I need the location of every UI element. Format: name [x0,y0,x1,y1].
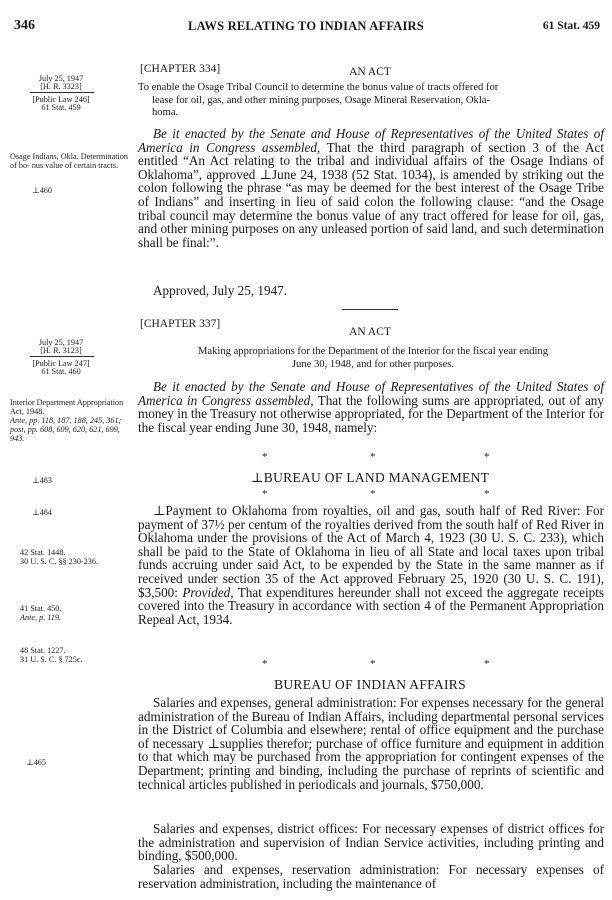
margin-citation: 48 Stat. 1227. [20,646,66,655]
volume-citation: 61 Stat. 459 [542,20,600,32]
margin-date: July 25, 1947 [38,338,84,347]
ellipsis-star: * [484,451,490,463]
margin-ante-post: Ante, pp. 118, 187, 188, 245, 361; post, pp. 608, 609, 620, 621, 699, 943. [10,416,122,443]
margin-rule [30,92,94,93]
margin-page-ref: ⊥460 [32,186,52,195]
ellipsis-star: * [370,451,376,463]
chapter-337-purpose [138,346,608,371]
margin-topic: Osage Indians, Okla. Determination of bo- nus value of certain tracts. [10,152,129,170]
body-text: That the third paragraph of section 3 of the Act entitled “An Act relating to the tribal and individual affairs of the Osage Indians of Oklahoma”, approved ⊥June 24, 1938 (52 Stat. 1034), is amended by striking out the colon following the phrase “as may be deemed for the best interest of the Osage Tribe of Indians” and inserting in lieu of said colon the following clause: “and the Osage tribal council may determine the bonus value of any tract offered for lease for oil, gas, and other mining purposes on any unleased portion of said land, and such determination shall be final:”. [138,139,604,250]
bia-paragraph: Salaries and expenses, reservation administration: For necessary expenses of reservation administration, including the maintenance of [138,862,604,891]
margin-citation: 41 Stat. 450. [20,604,62,613]
chapter-334-an-act: AN ACT [349,66,391,78]
margin-bill: [H. R. 3323] [40,82,82,91]
chapter-337-body [138,380,604,434]
margin-page-ref: ⊥463 [32,476,52,485]
body-text: That expenditures hereunder shall not exceed the aggregate receipts covered into the Treasury in accordance with section 4 of the Permanent Appropriation Repeal Act, 1934. [138,584,605,627]
margin-bill: [H. R. 3123] [40,346,82,355]
chapter-separator [342,309,398,310]
margin-public-law: [Public Law 246] [32,95,90,104]
blm-paragraph [138,504,604,626]
margin-topic: Interior Department Appropriation Act, 1948. [10,398,124,416]
margin-citation: Ante, p. 119. [20,613,62,622]
ellipsis-star: * [370,488,376,500]
chapter-337-label: [CHAPTER 337] [140,318,221,330]
margin-stat: 61 Stat. 460 [41,367,81,376]
margin-citation: 30 U. S. C. §§ 230-236. [20,557,99,566]
running-title: LAWS RELATING TO INDIAN AFFAIRS [188,19,424,33]
purpose-line: Making appropriations for the Department of the Interior for the fiscal year ending [197,346,549,357]
margin-citation: 31 U. S. C. § 725c. [20,655,83,664]
margin-page-ref: ⊥464 [32,508,52,517]
body-text: ⊥Payment to Oklahoma from royalties, oil and gas, south half of Red River: For payment of 37½ per centum of the royalties derived from the south half of Red River in Oklahoma under the provisions of the Act of March 4, 1923 (30 U. S. C. 233), which shall be paid to the State of Oklahoma in lieu of all State and local taxes upon tribal funds accruing under said Act, to be expended by the State in the same manner as if received under section 35 of the Act approved February 25, 1920 (30 U. S. C. 191), $3,500: [138,503,604,600]
purpose-line: homa. [152,107,179,118]
margin-page-ref: ⊥465 [26,758,46,767]
enacting-clause: Be it enacted by the Senate and House of Representatives of the United States of America in Congress assembled, [138,379,604,408]
chapter-337-an-act: AN ACT [349,326,391,338]
section-heading-blm: ⊥BUREAU OF LAND MANAGEMENT [250,470,490,485]
ellipsis-star: * [484,658,490,670]
purpose-line: lease for oil, gas, and other mining purposes, Osage Mineral Reservation, Okla- [152,94,491,106]
bia-paragraph: Salaries and expenses, general administration: For expenses necessary for the general administration of the Bureau of Indian Affairs, including departmental personal services in the District of Columbia and elsewhere; rental of office equipment and the purchase of necessary ⊥supplies therefor; purchase of office furniture and equipment in addition to that which may be purchased from the appropriation for contingent expenses of the Department; printing and binding, including the purchase of reprints of scientific and technical articles published in periodicals and journals, $750,000. [138,695,604,792]
body-text: That the following sums are appropriated, out of any money in the Treasury not otherwise appropriated, for the Department of the Interior for the fiscal year ending June 30, 1948, namely: [138,392,604,435]
chapter-334-purpose [138,82,608,120]
ellipsis-star: * [484,488,490,500]
page-number: 346 [14,18,35,33]
purpose-line: To enable the Osage Tribal Council to determine the bonus value of tracts offered for [138,82,499,93]
margin-stat: 61 Stat. 459 [41,103,81,112]
chapter-334-label: [CHAPTER 334] [140,63,221,75]
bia-paragraph: Salaries and expenses, district offices: For necessary expenses of district offices for the administration and supervision of Indian Service activities, including printing and binding, $500,000. [138,821,604,864]
ellipsis-star: * [370,658,376,670]
margin-public-law: [Public Law 247] [32,359,90,368]
ellipsis-star: * [262,451,268,463]
chapter-334-body [138,127,604,249]
ellipsis-star: * [262,488,268,500]
purpose-line: June 30, 1948, and for other purposes. [291,358,455,370]
proviso: Provided, [182,584,234,600]
margin-citation: 42 Stat. 1448. [20,548,66,557]
enacting-clause: Be it enacted by the Senate and House of Representatives of the United States of America in Congress assembled, [138,126,604,155]
ellipsis-star: * [262,658,268,670]
margin-rule [30,356,94,357]
section-heading-bia: BUREAU OF INDIAN AFFAIRS [274,677,466,692]
margin-date: July 25, 1947 [38,74,84,83]
chapter-334-approved: Approved, July 25, 1947. [153,283,288,298]
